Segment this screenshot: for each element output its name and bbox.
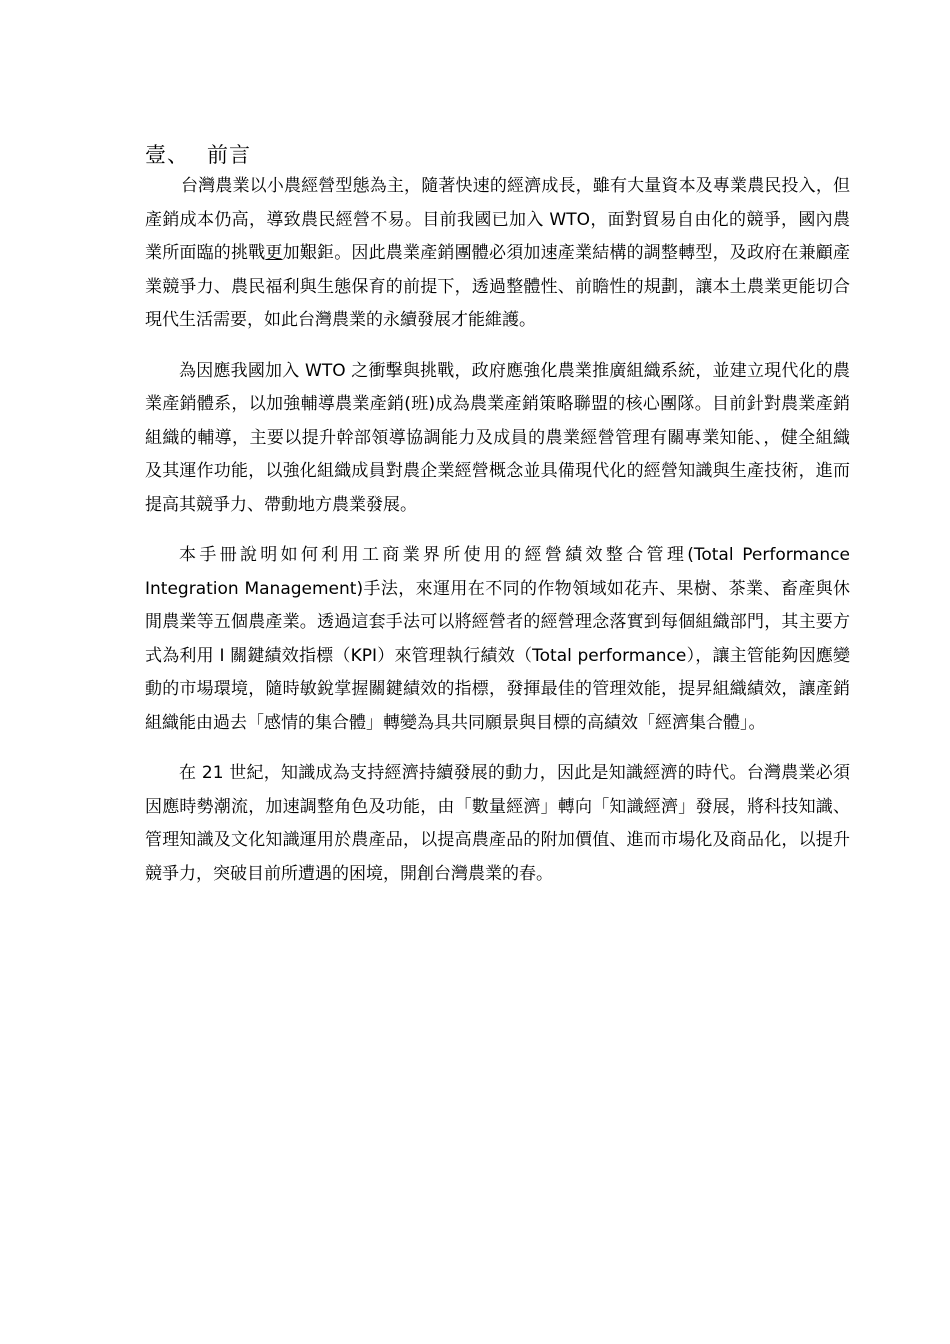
- paragraph-2: 為因應我國加入 WTO 之衝擊與挑戰，政府應強化農業推廣組織系統，並建立現代化的農業產銷體系，以加強輔導農業產銷(班)成為農業產銷策略聯盟的核心團隊。目前針對農業產銷組織的輔導，主要以提升幹部領導協調能力及成員的農業經營管理有關專業知能、，健全組織及其運作功能，以強化組織成員對農企業經營概念並具備現代化的經營知識與生產技術，進而提高其競爭力、帶動地方農業發展。: [145, 360, 850, 515]
- paragraph-1: [145, 170, 850, 338]
- paragraph-1-text-b: 加艱鉅。因此農業產銷團體必須加速產業結構的調整轉型，及政府在兼顧產業競爭力、農民福利與生態保育的前提下，透過整體性、前瞻性的規劃，讓本土農業更能切合現代生活需要，如此台灣農業的永續發展才能維護。: [145, 243, 851, 330]
- paragraph-4: 在 21 世紀，知識成為支持經濟持續發展的動力，因此是知識經濟的時代。台灣農業必須因應時勢潮流，加速調整角色及功能，由「數量經濟」轉向「知識經濟」發展，將科技知識、管理知識及文化知識運用於農產品，以提高農產品的附加價值、進而市場化及商品化，以提升競爭力，突破目前所遭遇的困境，開創台灣農業的春。: [145, 763, 850, 884]
- section-number: 壹、: [145, 143, 189, 167]
- paragraph-1-underlined-word: 更: [265, 243, 283, 263]
- section-title: 前言: [207, 143, 251, 167]
- section-heading: [145, 140, 850, 170]
- document-page: [145, 140, 850, 891]
- paragraph-3: 本手冊說明如何利用工商業界所使用的經營績效整合管理(Total Performance Integration Management)手法，來運用在不同的作物領域如花卉、果樹、茶業、畜產與休閒農業等五個農產業。透過這套手法可以將經營者的經營理念落實到每個組織部門，其主要方式為利用 I 關鍵績效指標（KPI）來管理執行績效（Total performance），讓主管能夠因應變動的市場環境，隨時敏銳掌握關鍵績效的指標，發揮最佳的管理效能，提昇組織績效，讓產銷組織能由過去「感情的集合體」轉變為具共同願景與目標的高績效「經濟集合體」。: [145, 545, 850, 733]
- paragraph-1-text-a: 台灣農業以小農經營型態為主，隨著快速的經濟成長，雖有大量資本及專業農民投入，但產銷成本仍高，導致農民經營不易。目前我國已加入 WTO，面對貿易自由化的競爭，國內農業所面臨的挑戰: [145, 176, 850, 263]
